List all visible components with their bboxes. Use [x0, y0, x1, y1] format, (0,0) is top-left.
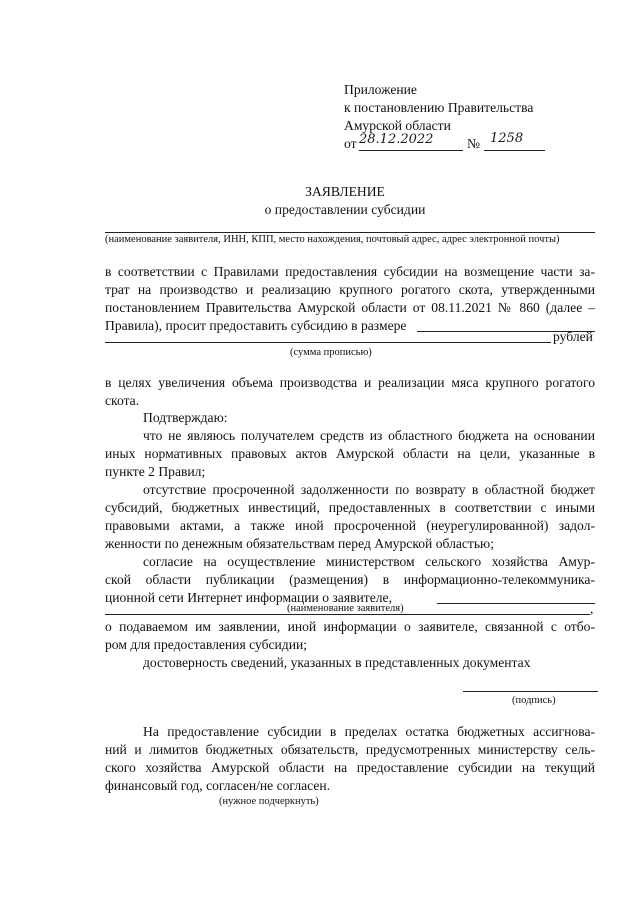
consent-line-1: На предоставление субсидии в пределах остатка бюджетных ассигнова-	[143, 724, 595, 739]
number-underline	[484, 150, 545, 151]
confirm-p3-line-5: ром для предоставления субсидии;	[105, 637, 308, 652]
document-title: ЗАЯВЛЕНИЕ	[305, 184, 385, 199]
appendix-label: Приложение	[344, 82, 417, 97]
appendix-number-prefix: №	[467, 136, 480, 151]
confirm-heading: Подтверждаю:	[143, 410, 228, 425]
confirm-p2-line-4: женности по денежным обязательствам перед Амурской областью;	[105, 536, 494, 551]
signature-caption: (подпись)	[512, 695, 556, 706]
consent-line-3: ского хозяйства Амурской области на предоставление субсидии на текущий	[105, 760, 595, 775]
date-underline	[359, 150, 463, 151]
appendix-number-handwritten: 1258	[490, 131, 524, 146]
applicant-name-caption: (наименование заявителя)	[287, 603, 404, 614]
intro-line-1: в соответствии с Правилами предоставления субсидии на возмещение части за-	[105, 264, 595, 279]
confirm-p3-line-4: о подаваемом им заявлении, иной информации о заявителе, связанной с отбо-	[105, 619, 595, 634]
purpose-line-2: скота.	[105, 393, 140, 408]
applicant-name-line-1	[437, 603, 595, 604]
confirm-p2-line-3: правовыми актами, а также иной просроченной (неурегулированной) задол-	[105, 518, 595, 533]
appendix-date-handwritten: 28.12.2022	[359, 132, 434, 147]
applicant-field-caption: (наименование заявителя, ИНН, КПП, место нахождения, почтовый адрес, адрес электронной почты)	[105, 234, 560, 245]
confirm-p3-line-3: ционной сети Интернет информации о заявителе,	[105, 590, 392, 605]
confirm-p1-line-2: иных нормативных правовых актов Амурской области на цели, указанные в	[105, 446, 595, 461]
confirm-p2-line-1: отсутствие просроченной задолженности по возврату в областной бюджет	[143, 482, 595, 497]
confirm-p3-line-2: ской области публикации (размещения) в информационно-телекоммуника-	[105, 572, 595, 587]
confirm-p1-line-3: пункте 2 Правил;	[105, 464, 206, 479]
intro-line-4: Правила), просит предоставить субсидию в размере	[105, 318, 407, 333]
confirm-p2-line-2: субсидий, бюджетных инвестиций, предоставленных в соответствии с иными	[105, 500, 595, 515]
confirm-p1-line-1: что не являюсь получателем средств из областного бюджета на основании	[143, 428, 595, 443]
signature-line	[463, 691, 598, 692]
purpose-line-1: в целях увеличения объема производства и реализации мяса крупного рогатого	[105, 375, 595, 390]
consent-line-2: ний и лимитов бюджетных обязательств, предусмотренных министерству сель-	[105, 742, 595, 757]
consent-caption: (нужное подчеркнуть)	[219, 796, 319, 807]
appendix-region: Амурской области	[344, 118, 451, 133]
intro-line-2: трат на производство и реализацию крупного рогатого скота, утвержденными	[105, 282, 595, 297]
amount-caption: (сумма прописью)	[290, 347, 372, 358]
intro-line-3: постановлением Правительства Амурской области от 08.11.2021 № 860 (далее –	[105, 300, 595, 315]
amount-line-2	[105, 342, 551, 343]
applicant-name-comma: ,	[590, 601, 594, 616]
confirm-p3-line-1: согласие на осуществление министерством сельского хозяйства Амур-	[143, 554, 595, 569]
appendix-resolution: к постановлению Правительства	[344, 100, 534, 115]
document-subtitle: о предоставлении субсидии	[264, 202, 426, 217]
consent-line-4: финансовый год, согласен/не согласен.	[105, 778, 331, 793]
appendix-date-prefix: от	[344, 136, 357, 151]
confirm-p4: достоверность сведений, указанных в представленных документах	[143, 655, 531, 670]
currency-label: рублей	[553, 329, 593, 344]
